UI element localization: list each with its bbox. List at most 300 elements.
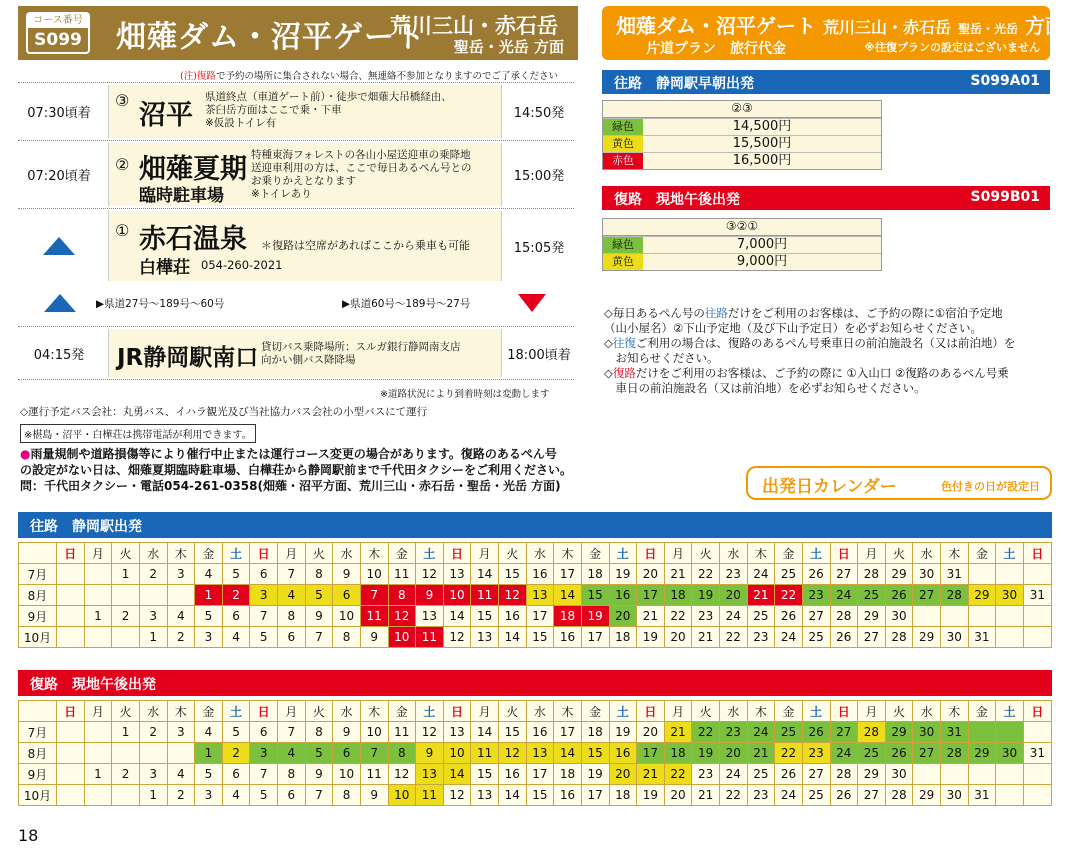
calendar-day: 16 — [609, 585, 637, 606]
calendar-day — [913, 764, 941, 785]
fare-return-bar — [602, 186, 1050, 210]
calendar-day: 3 — [250, 585, 278, 606]
calendar-day: 12 — [443, 785, 471, 806]
calendar-day: 20 — [720, 585, 748, 606]
alert-line-2: の設定がない日は、畑薙夏期臨時駐車場、白樺荘から静岡駅前まで千代田タクシーをご利用ください。 — [20, 463, 573, 477]
calendar-day: 9 — [333, 564, 361, 585]
weekday-header: 木 — [747, 701, 775, 722]
calendar-day: 26 — [775, 764, 803, 785]
calendar-day: 14 — [554, 743, 582, 764]
calendar-day: 11 — [416, 627, 444, 648]
alert-line-1: 雨量規制や道路損傷等により催行中止または運行コース変更の場合があります。復路のあるぺん号 — [30, 447, 557, 461]
up-arrow-icon — [44, 294, 76, 312]
weekday-header: 日 — [250, 543, 278, 564]
calendar-day — [139, 585, 167, 606]
calendar-day: 24 — [720, 764, 748, 785]
calendar-day: 2 — [112, 606, 140, 627]
down-arrow-icon — [518, 294, 546, 312]
calendar-day: 31 — [1023, 585, 1051, 606]
calendar-day: 22 — [720, 627, 748, 648]
calendar-day: 2 — [222, 585, 250, 606]
weekday-header: 火 — [499, 543, 527, 564]
calendar-day: 19 — [692, 585, 720, 606]
calendar-day: 9 — [305, 764, 333, 785]
calendar-day: 24 — [747, 564, 775, 585]
calendar-day: 26 — [885, 743, 913, 764]
calendar-day — [996, 627, 1024, 648]
info-highlight: 復路 — [612, 366, 636, 380]
calendar-day: 10 — [360, 564, 388, 585]
calendar-day — [112, 627, 140, 648]
info-text: ◇ — [604, 366, 613, 380]
calendar-day: 10 — [443, 743, 471, 764]
fare-stops: ②③ — [603, 101, 881, 118]
calendar-day: 5 — [305, 585, 333, 606]
calendar-day: 23 — [720, 564, 748, 585]
info-text: ご利用の場合は、復路のあるぺん号乗車日の前泊施設名（又は前泊地）を — [635, 336, 1016, 350]
calendar-day — [84, 627, 112, 648]
weekday-header: 日 — [250, 701, 278, 722]
weekday-header: 日 — [830, 701, 858, 722]
calendar-day: 27 — [830, 564, 858, 585]
calendar-day: 25 — [858, 743, 886, 764]
calendar-day: 30 — [913, 722, 941, 743]
calendar-day: 11 — [471, 585, 499, 606]
calendar-day: 30 — [941, 785, 969, 806]
weekday-header: 月 — [471, 543, 499, 564]
weekday-header: 水 — [720, 701, 748, 722]
info-text: ◇毎日あるぺん号の — [604, 306, 705, 320]
calendar-day — [913, 606, 941, 627]
calendar-day: 11 — [471, 743, 499, 764]
calendar-day: 19 — [609, 564, 637, 585]
calendar-day: 29 — [913, 785, 941, 806]
calendar-day — [1023, 785, 1051, 806]
calendar-day: 24 — [775, 785, 803, 806]
calendar-day: 15 — [581, 585, 609, 606]
calendar-day: 15 — [526, 785, 554, 806]
calendar-day: 5 — [305, 743, 333, 764]
calendar-day: 23 — [720, 722, 748, 743]
weekday-header: 土 — [416, 543, 444, 564]
calendar-day: 29 — [968, 585, 996, 606]
calendar-day: 17 — [526, 764, 554, 785]
calendar-day: 8 — [305, 722, 333, 743]
calendar-day: 15 — [581, 743, 609, 764]
arrival-time: 18:00頃着 — [507, 347, 571, 363]
calendar-outbound-bar — [18, 512, 1052, 538]
calendar-day: 22 — [775, 743, 803, 764]
calendar-day: 23 — [802, 585, 830, 606]
info-text: （山小屋名）②下山予定地（及び下山予定日）を必ずお知らせください。 — [604, 321, 982, 335]
calendar-day: 3 — [195, 627, 223, 648]
weekday-header: 水 — [526, 543, 554, 564]
calendar-day: 6 — [250, 564, 278, 585]
calendar-day: 7 — [360, 585, 388, 606]
calendar-day: 18 — [609, 627, 637, 648]
calendar-return — [18, 700, 1052, 806]
stop-name: 赤石温泉 — [139, 224, 247, 255]
calendar-day: 6 — [278, 785, 306, 806]
info-highlight: 往路 — [704, 306, 728, 320]
weekday-header: 火 — [885, 543, 913, 564]
calendar-day: 18 — [664, 743, 692, 764]
calendar-outbound-title: 往路 静岡駅出発 — [30, 519, 142, 535]
weekday-header: 金 — [775, 701, 803, 722]
departure-time: 15:00発 — [513, 169, 565, 184]
calendar-day: 29 — [913, 627, 941, 648]
calendar-day — [139, 743, 167, 764]
calendar-day: 24 — [747, 722, 775, 743]
weekday-header: 水 — [333, 701, 361, 722]
calendar-day: 21 — [747, 585, 775, 606]
calendar-month-row — [19, 743, 1052, 764]
plan-header — [602, 6, 1065, 60]
calendar-day: 23 — [747, 627, 775, 648]
weekday-header: 水 — [139, 701, 167, 722]
weekday-header: 木 — [167, 543, 195, 564]
departure-time: 14:50発 — [513, 106, 565, 121]
calendar-day: 7 — [278, 722, 306, 743]
calendar-day — [996, 785, 1024, 806]
stop-row-numadaira — [18, 83, 574, 141]
weekday-header: 日 — [637, 543, 665, 564]
calendar-day — [968, 564, 996, 585]
calendar-outbound — [18, 542, 1052, 648]
stop-desc-2: 向かい側バス降降場 — [261, 354, 356, 366]
calendar-day: 18 — [554, 764, 582, 785]
plan-title-d: 方面 — [1024, 14, 1065, 38]
calendar-day: 22 — [692, 564, 720, 585]
calendar-day: 1 — [139, 785, 167, 806]
calendar-day: 31 — [941, 564, 969, 585]
calendar-day: 1 — [84, 764, 112, 785]
weekday-header: 土 — [996, 701, 1024, 722]
calendar-day — [112, 585, 140, 606]
calendar-day: 26 — [830, 785, 858, 806]
weekday-header: 月 — [278, 701, 306, 722]
weekday-header: 土 — [609, 543, 637, 564]
calendar-day: 13 — [526, 743, 554, 764]
calendar-day: 11 — [388, 722, 416, 743]
calendar-day: 14 — [554, 585, 582, 606]
calendar-day — [1023, 627, 1051, 648]
calendar-day: 20 — [637, 722, 665, 743]
calendar-day: 17 — [637, 743, 665, 764]
calendar-day: 4 — [167, 606, 195, 627]
calendar-day: 26 — [802, 722, 830, 743]
calendar-day: 17 — [581, 627, 609, 648]
calendar-day: 19 — [609, 722, 637, 743]
calendar-day: 22 — [720, 785, 748, 806]
weekday-header: 日 — [57, 543, 85, 564]
calendar-day: 12 — [388, 606, 416, 627]
calendar-day: 28 — [830, 606, 858, 627]
calendar-day — [84, 564, 112, 585]
stop-info — [108, 143, 502, 206]
fare-row-green — [603, 118, 881, 135]
fare-return-label: 復路 現地午後出発 — [614, 192, 740, 208]
calendar-day: 14 — [443, 764, 471, 785]
calendar-day: 1 — [195, 743, 223, 764]
weekday-header: 月 — [858, 701, 886, 722]
calendar-day: 10 — [360, 722, 388, 743]
calendar-legend — [746, 466, 1052, 500]
calendar-day: 24 — [830, 743, 858, 764]
stop-desc-4: ※トイレあり — [251, 188, 312, 200]
weekday-header: 日 — [57, 701, 85, 722]
calendar-day: 7 — [250, 764, 278, 785]
calendar-day: 27 — [913, 743, 941, 764]
calendar-month-row — [19, 722, 1052, 743]
calendar-day: 18 — [581, 722, 609, 743]
calendar-day: 21 — [664, 722, 692, 743]
calendar-day: 10 — [443, 585, 471, 606]
weekday-header: 金 — [195, 543, 223, 564]
calendar-day — [84, 743, 112, 764]
weekday-header: 木 — [941, 701, 969, 722]
calendar-day: 3 — [139, 764, 167, 785]
fare-row-red — [603, 152, 881, 169]
calendar-day — [167, 743, 195, 764]
calendar-day: 21 — [637, 606, 665, 627]
calendar-day: 13 — [416, 764, 444, 785]
arrival-time: 07:20頃着 — [27, 169, 91, 184]
calendar-day: 5 — [250, 627, 278, 648]
calendar-day: 25 — [747, 764, 775, 785]
calendar-day — [996, 606, 1024, 627]
calendar-day: 28 — [885, 627, 913, 648]
calendar-day: 13 — [471, 785, 499, 806]
calendar-day: 17 — [554, 564, 582, 585]
calendar-day: 6 — [222, 606, 250, 627]
calendar-day: 21 — [637, 764, 665, 785]
calendar-day: 1 — [112, 564, 140, 585]
calendar-day: 16 — [499, 764, 527, 785]
fare-color: 緑色 — [603, 119, 643, 135]
stop-subname: 臨時駐車場 — [139, 186, 224, 206]
fare-outbound-bar — [602, 70, 1050, 94]
calendar-day: 14 — [499, 785, 527, 806]
calendar-day: 25 — [775, 722, 803, 743]
calendar-day: 10 — [388, 627, 416, 648]
calendar-table — [18, 700, 1052, 806]
calendar-day: 16 — [499, 606, 527, 627]
course-subtitle-2: 聖岳・光岳 方面 — [453, 38, 564, 56]
stop-subname: 白樺荘 — [139, 258, 190, 278]
calendar-day: 15 — [499, 564, 527, 585]
calendar-day — [84, 585, 112, 606]
calendar-day: 16 — [526, 722, 554, 743]
calendar-day: 3 — [195, 785, 223, 806]
return-notice — [180, 68, 558, 82]
month-header — [19, 543, 57, 564]
stop-name: 沼平 — [139, 100, 193, 131]
calendar-day: 4 — [278, 585, 306, 606]
calendar-day: 19 — [637, 627, 665, 648]
calendar-day: 15 — [526, 627, 554, 648]
calendar-day: 6 — [333, 743, 361, 764]
calendar-day: 21 — [692, 627, 720, 648]
calendar-day: 20 — [664, 785, 692, 806]
calendar-day — [84, 722, 112, 743]
calendar-day: 20 — [609, 764, 637, 785]
weekday-header: 木 — [941, 543, 969, 564]
weekday-header: 月 — [664, 701, 692, 722]
weekday-header: 木 — [360, 701, 388, 722]
stop-row-shizuoka — [18, 326, 574, 380]
calendar-day: 25 — [858, 585, 886, 606]
weekday-header: 土 — [222, 701, 250, 722]
weekday-header: 金 — [388, 543, 416, 564]
calendar-day: 28 — [941, 743, 969, 764]
calendar-day — [1023, 606, 1051, 627]
calendar-day: 20 — [609, 606, 637, 627]
info-text: ◇ — [604, 336, 613, 350]
stop-number: ② — [115, 155, 130, 174]
weekday-header: 月 — [858, 543, 886, 564]
calendar-month-row — [19, 764, 1052, 785]
calendar-day: 20 — [664, 627, 692, 648]
booking-info — [604, 306, 1015, 396]
calendar-day: 16 — [554, 627, 582, 648]
fare-stops: ③②① — [603, 219, 881, 236]
calendar-month-row — [19, 564, 1052, 585]
weekday-header: 土 — [802, 701, 830, 722]
calendar-day: 28 — [885, 785, 913, 806]
info-line — [604, 306, 1015, 321]
fare-color: 赤色 — [603, 153, 643, 169]
calendar-day — [996, 722, 1024, 743]
month-header — [19, 701, 57, 722]
calendar-day: 7 — [360, 743, 388, 764]
calendar-day — [57, 564, 85, 585]
calendar-day — [57, 764, 85, 785]
calendar-day — [57, 722, 85, 743]
calendar-day — [1023, 722, 1051, 743]
stop-desc-2: 茶臼岳方面はここで乗・下車 — [205, 104, 342, 116]
fare-row-green — [603, 236, 881, 253]
calendar-day — [57, 606, 85, 627]
calendar-day: 10 — [333, 606, 361, 627]
departure-time: 04:15発 — [33, 347, 85, 363]
calendar-day: 28 — [830, 764, 858, 785]
calendar-day — [968, 764, 996, 785]
weekday-header: 土 — [222, 543, 250, 564]
calendar-day: 19 — [581, 606, 609, 627]
weekday-header: 火 — [112, 701, 140, 722]
course-subtitle-1: 荒川三山・赤石岳 — [390, 14, 558, 38]
fare-price: 14,500円 — [732, 119, 792, 134]
plan-subtitle: 片道プラン 旅行代金 — [646, 41, 786, 57]
month-label: 7月 — [19, 564, 57, 585]
weekday-header: 月 — [278, 543, 306, 564]
calendar-day: 23 — [747, 785, 775, 806]
calendar-day: 11 — [360, 764, 388, 785]
calendar-day: 31 — [968, 785, 996, 806]
weekday-header: 月 — [664, 543, 692, 564]
info-line — [604, 351, 1015, 366]
notice-highlight: 復路 — [196, 71, 216, 82]
calendar-day: 13 — [443, 564, 471, 585]
calendar-day: 29 — [885, 564, 913, 585]
weekday-header: 金 — [968, 701, 996, 722]
calendar-day: 7 — [305, 627, 333, 648]
calendar-day: 9 — [416, 743, 444, 764]
calendar-day: 26 — [885, 585, 913, 606]
fare-return-table — [602, 218, 882, 271]
calendar-day: 30 — [885, 764, 913, 785]
stop-desc-3: お乗りかえとなります — [251, 175, 356, 187]
weekday-header: 金 — [581, 543, 609, 564]
course-title: 畑薙ダム・沼平ゲート — [116, 20, 426, 55]
calendar-day: 7 — [250, 606, 278, 627]
weekday-header: 土 — [802, 543, 830, 564]
weekday-header: 火 — [499, 701, 527, 722]
calendar-day: 30 — [913, 564, 941, 585]
weekday-header: 土 — [996, 543, 1024, 564]
calendar-day: 8 — [388, 743, 416, 764]
stop-name: JR静岡駅南口 — [117, 345, 259, 371]
fare-price: 15,500円 — [732, 136, 792, 151]
calendar-day: 1 — [84, 606, 112, 627]
info-text: 車日の前泊施設名（又は前泊地）を必ずお知らせください。 — [604, 381, 926, 395]
fare-row-yellow — [603, 135, 881, 152]
calendar-day: 9 — [360, 627, 388, 648]
calendar-day: 12 — [443, 627, 471, 648]
calendar-day: 27 — [802, 606, 830, 627]
calendar-day: 9 — [416, 585, 444, 606]
calendar-day: 12 — [499, 743, 527, 764]
calendar-day: 7 — [278, 564, 306, 585]
alert-line-3: 問：千代田タクシー・電話054-261-0358(畑薙・沼平方面、荒川三山・赤石岳・聖岳・光岳 方面) — [20, 479, 561, 493]
fare-outbound-table — [602, 100, 882, 170]
stop-desc-3: ※仮設トイレ有 — [205, 117, 277, 129]
calendar-day: 24 — [775, 627, 803, 648]
weekday-header: 水 — [526, 701, 554, 722]
calendar-day — [57, 585, 85, 606]
calendar-day: 18 — [581, 564, 609, 585]
calendar-day: 9 — [305, 606, 333, 627]
calendar-day: 21 — [747, 743, 775, 764]
weekday-header: 土 — [416, 701, 444, 722]
calendar-day: 8 — [278, 606, 306, 627]
calendar-day: 4 — [195, 722, 223, 743]
fare-return-code: S099B01 — [970, 189, 1040, 205]
calendar-day: 27 — [913, 585, 941, 606]
stop-info — [108, 329, 502, 377]
calendar-day: 11 — [388, 564, 416, 585]
weekday-header: 日 — [637, 701, 665, 722]
calendar-day: 25 — [802, 627, 830, 648]
stop-desc-2: 送迎車利用の方は、ここで毎日あるぺん号との — [251, 162, 472, 174]
calendar-day: 14 — [499, 627, 527, 648]
calendar-day: 30 — [996, 743, 1024, 764]
calendar-day: 29 — [885, 722, 913, 743]
info-line — [604, 381, 1015, 396]
departure-time: 15:05発 — [513, 240, 565, 256]
calendar-day: 12 — [416, 564, 444, 585]
calendar-day: 19 — [637, 785, 665, 806]
calendar-day: 16 — [609, 743, 637, 764]
weekday-row — [19, 701, 1052, 722]
weekday-header: 金 — [968, 543, 996, 564]
weekday-header: 日 — [443, 701, 471, 722]
calendar-day: 28 — [941, 585, 969, 606]
month-label: 8月 — [19, 585, 57, 606]
calendar-day: 6 — [250, 722, 278, 743]
weekday-header: 日 — [443, 543, 471, 564]
